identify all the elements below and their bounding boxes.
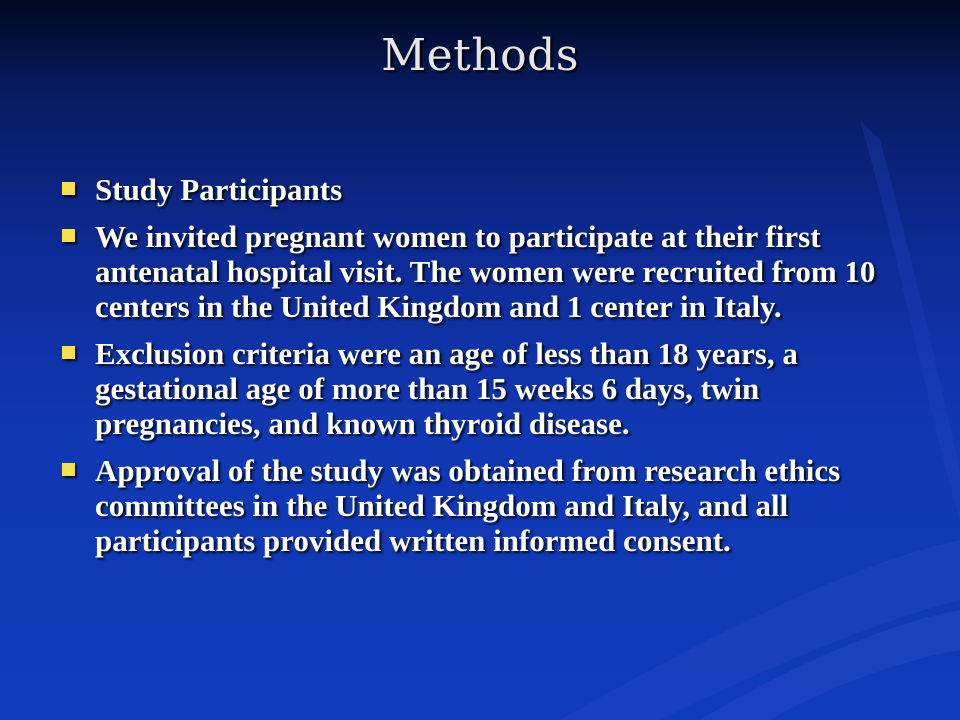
bullet-list	[62, 172, 922, 570]
bullet-text: Approval of the study was obtained from research ethics committees in the United Kingdom and Italy, and all participants provided written informed consent.	[95, 453, 841, 558]
bullet-item	[62, 172, 922, 207]
bullet-text: Study Participants	[95, 172, 343, 207]
slide-title: Methods	[381, 30, 579, 81]
bullet-text: Exclusion criteria were an age of less than 18 years, a gestational age of more than 15 weeks 6 days, twin pregnancies, and known thyroid disease.	[95, 336, 798, 441]
bullet-item	[62, 336, 922, 441]
square-bullet-icon	[62, 229, 75, 242]
bullet-item	[62, 453, 922, 558]
bullet-item	[62, 219, 922, 324]
square-bullet-icon	[62, 346, 75, 359]
square-bullet-icon	[62, 182, 75, 195]
bullet-text: We invited pregnant women to participate at their first antenatal hospital visit. The women were recruited from 10 centers in the United Kingdom and 1 center in Italy.	[95, 219, 876, 324]
square-bullet-icon	[62, 463, 75, 476]
